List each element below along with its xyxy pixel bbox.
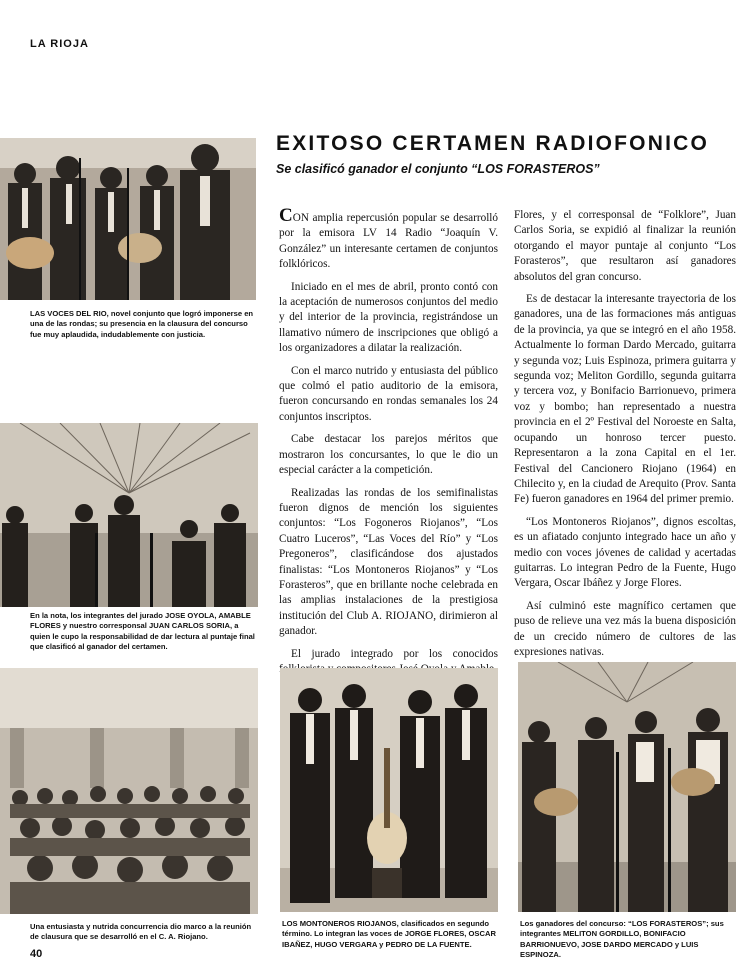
section-tag: LA RIOJA: [30, 38, 89, 50]
caption-photo4: LOS MONTONEROS RIOJANOS, clasificados en segundo término. Lo integran las voces de JORGE FLORES, OSCAR IBAÑEZ, HUGO VERGARA y PEDRO DE LA FUENTE.: [282, 919, 496, 949]
dropcap: C: [279, 205, 293, 226]
photo-forasteros: [518, 662, 736, 912]
photo-concurrencia: [0, 668, 258, 914]
article-paragraph: Es de destacar la interesante trayectoria de los ganadores, una de las formaciones más antiguas de la provincia, ya que se integró en el año 1958. Actualmente lo forman Dardo Mercado, guitarra y segunda voz; Luis Espinoza, primera guitarra y segunda voz; Meliton Gordillo, segunda guitarra y tercera voz, y Bonifacio Barrionuevo, primera voz y bombo; han representado a nuestra provincia en el 2º Festival del Noroeste en Salta, ocupando un honroso tercer puesto. Representaron a la zona Capital en el 1er. Festival del Cancionero Riojano (1964) en Chilecito y, en la ciudad de Arequito (Prov. Santa Fe) fueron ganadores en 1964 del primer premio.: [514, 293, 736, 506]
caption-photo3: Una entusiasta y nutrida concurrencia dio marco a la reunión de clausura que se desarrolló en el C. A. Riojano.: [30, 922, 252, 942]
photo-jurado: [0, 423, 258, 607]
page-number: 40: [30, 948, 43, 960]
article-paragraph: “Los Montoneros Riojanos”, dignos escoltas, es un afiatado conjunto integrado hace un año y medio con voces jóvenes de calidad y acertadas guitarras. Lo integran Pedro de la Fuente, Hugo Vergara, Oscar Ibáñez y Jorge Flores.: [514, 515, 736, 590]
photo-voces-del-rio: [0, 138, 256, 300]
article-paragraph: Realizadas las rondas de los semifinalistas fueron dignos de mención los siguientes conjuntos: “Los Fogoneros Riojanos”, “Los Cuatro Luceros”, “Las Voces del Río” y “Los Pregoneros”, clasificándose dos ajustados finalistas: “Los Montoneros Riojanos” y “Los Forasteros”, que en brillante noche celebrada en las amplias instalaciones de la prestigiosa institución del Club A. RIOJANO, dirimieron al ganador.: [279, 486, 498, 638]
article-paragraph: Así culminó este magnífico certamen que puso de relieve una vez más la buena disposición de un crecido número de cultores de las expresiones nativas.: [514, 599, 736, 658]
article-column-2: [514, 208, 736, 667]
article-paragraph: Flores, y el corresponsal de “Folklore”, Juan Carlos Soria, se expidió al finalizar la reunión otorgando el mayor puntaje al conjunto “Los Forasteros”, que resultaron así ganadores absolutos del gran concurso.: [514, 209, 736, 283]
caption-photo1: LAS VOCES DEL RIO, novel conjunto que logró imponerse en una de las rondas; su presencia en la clausura del concurso fue muy aplaudida, indudablemente con justicia.: [30, 309, 254, 339]
article-paragraph: Iniciado en el mes de abril, pronto contó con la aceptación de numerosos conjuntos del medio y del interior de la provincia, registrándose un llamativo número de inscripciones que obligó a los organizadores a dilatar la realización.: [279, 280, 498, 355]
subhead: Se clasificó ganador el conjunto “LOS FORASTEROS”: [276, 162, 600, 176]
article-column-1: [279, 205, 498, 684]
headline: EXITOSO CERTAMEN RADIOFONICO: [276, 132, 710, 155]
caption-photo5: Los ganadores del concurso: “LOS FORASTEROS”; sus integrantes MELITON GORDILLO, BONIFACIO BARRIONUEVO, JOSE DARDO MERCADO y LUIS ESPINOZA.: [520, 919, 724, 960]
article-paragraph: Cabe destacar los parejos méritos que mostraron los concursantes, lo que le dio un especial carácter a la competición.: [279, 433, 498, 477]
article-paragraph: Con el marco nutrido y entusiasta del público que colmó el patio auditorio de la emisora, fueron concursando en rondas semanales los 24 conjuntos inscriptos.: [279, 364, 498, 423]
article-paragraph: CON amplia repercusión popular se desarrolló por la emisora LV 14 Radio “Joaquín V. González” un interesante certamen de conjuntos folklóricos.: [279, 205, 498, 271]
caption-photo2: En la nota, los integrantes del jurado JOSE OYOLA, AMABLE FLORES y nuestro corresponsal JUAN CARLOS SORIA, a quien le cupo la responsabilidad de dar lectura al puntaje final que clasificó al ganador del certamen.: [30, 611, 255, 652]
photo-montoneros: [280, 668, 498, 912]
article-paragraph: El jurado integrado por los conocidos: [291, 647, 498, 660]
